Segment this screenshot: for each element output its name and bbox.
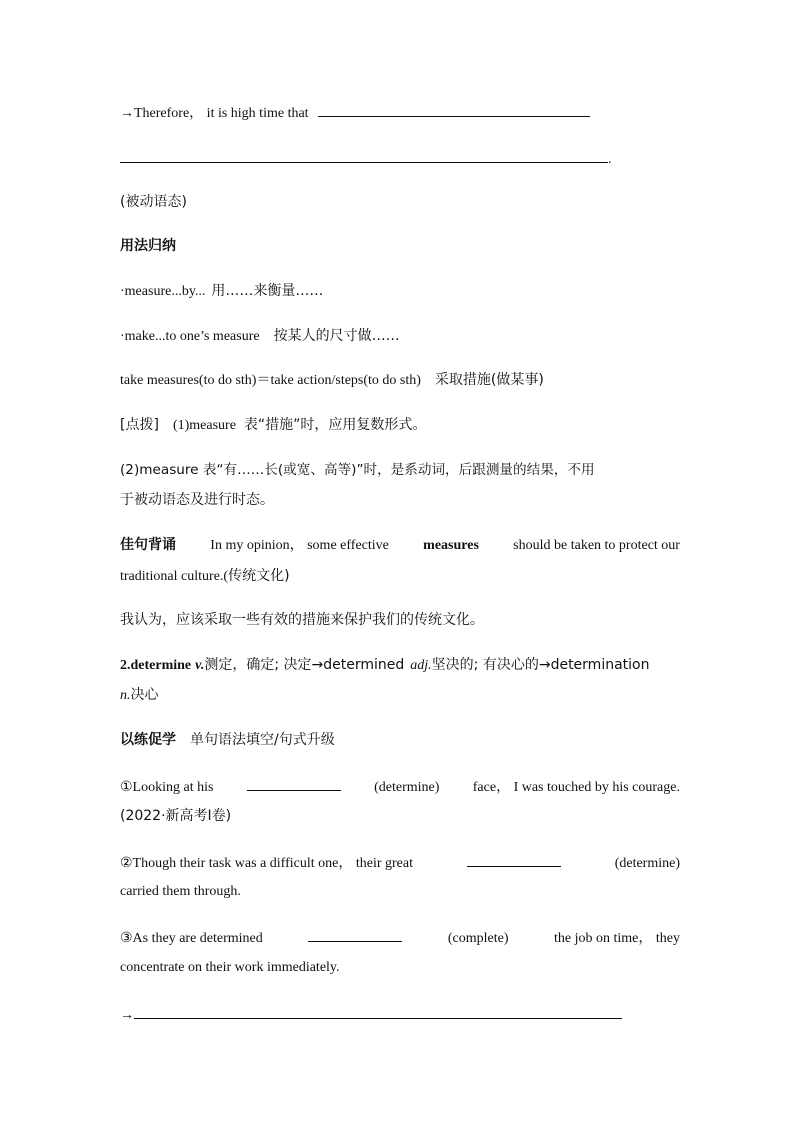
answer-blank[interactable] — [247, 776, 341, 791]
bullet-mark: · — [120, 329, 125, 344]
model-sentence — [120, 535, 680, 556]
part-of-speech: adj. — [410, 658, 432, 673]
usage-item — [120, 326, 680, 347]
vocab-entry-cont — [120, 685, 680, 706]
definition: 决心 — [130, 687, 159, 703]
model-sentence-translation: 我认为，应该采取一些有效的措施来保护我们的传统文化。 — [120, 612, 484, 628]
definition: 测定，确定; 决定→determined — [204, 657, 405, 673]
sentence-topic: 传统文化) — [228, 568, 290, 584]
question-text: the job on time， they — [554, 931, 680, 946]
passive-voice-note: (被动语态) — [120, 194, 187, 210]
usage-item — [120, 370, 680, 391]
entry-number: 2. — [120, 658, 131, 673]
question-text: ①Looking at his — [120, 780, 214, 795]
question-2-cont: carried them through. — [120, 884, 241, 899]
tip-line — [120, 415, 680, 436]
question-3-cont: concentrate on their work immediately. — [120, 960, 340, 975]
question-hint: (determine) — [614, 856, 680, 871]
part-of-speech: v. — [195, 658, 205, 673]
usage-meaning: 按某人的尺寸做…… — [273, 328, 400, 344]
usage-meaning: 采取措施(做某事) — [434, 372, 544, 388]
tip-line-2-cont: 于被动语态及进行时态。 — [120, 492, 274, 508]
rewrite-line-final — [120, 1004, 680, 1026]
usage-phrase: take measures(to do sth)＝take action/steps(to do sth) — [120, 373, 421, 388]
rewrite-line-therefore — [120, 102, 680, 124]
question-3 — [120, 927, 680, 949]
tip-text: 表“措施”时，应用复数形式。 — [243, 417, 427, 433]
usage-meaning: 用……来衡量…… — [211, 283, 324, 299]
model-sentence-cont — [120, 566, 680, 587]
rewrite-line-continuation — [120, 148, 680, 170]
answer-blank[interactable] — [308, 927, 402, 942]
sentence-start: Therefore， it is high time that — [134, 106, 309, 121]
arrow-icon: → — [120, 106, 134, 121]
question-1-source: (2022·新高考Ⅰ卷) — [120, 808, 232, 824]
answer-blank[interactable] — [467, 852, 561, 867]
section-label-model-sentence: 佳句背诵 — [120, 537, 176, 553]
bullet-mark: · — [120, 284, 125, 299]
vocab-entry-determine — [120, 655, 680, 676]
tip-line-2: (2)measure 表“有……长(或宽、高等)”时，是系动词，后跟测量的结果，不用 — [120, 462, 595, 478]
keyword-measures: measures — [423, 538, 479, 553]
question-1 — [120, 776, 680, 798]
answer-blank[interactable] — [120, 148, 608, 163]
answer-blank[interactable] — [318, 102, 590, 117]
definition: 坚决的; 有决心的→determination — [431, 657, 650, 673]
headword: determine — [130, 658, 192, 673]
question-hint: (determine) — [374, 780, 440, 795]
section-label-practice: 以练促学 — [120, 732, 176, 748]
question-hint: (complete) — [447, 931, 509, 946]
part-of-speech: n. — [120, 688, 131, 703]
question-2 — [120, 852, 680, 874]
question-text: ③As they are determined — [120, 931, 263, 946]
question-text: ②Though their task was a difficult one， their great — [120, 856, 413, 871]
tip-number: (1)measure — [172, 418, 236, 433]
sentence-part: traditional culture.( — [120, 569, 229, 584]
period: . — [608, 152, 612, 167]
usage-phrase: make...to one’s measure — [124, 329, 260, 344]
sentence-part: In my opinion， some effective — [210, 538, 389, 553]
tip-tag: [点拨] — [120, 417, 159, 433]
answer-blank[interactable] — [134, 1004, 622, 1019]
section-heading-usage: 用法归纳 — [120, 238, 176, 254]
practice-heading — [120, 730, 680, 750]
practice-instructions: 单句语法填空/句式升级 — [190, 732, 335, 748]
arrow-icon: → — [120, 1008, 134, 1023]
question-text: face， I was touched by his courage. — [472, 780, 680, 795]
sentence-part: should be taken to protect our — [513, 538, 680, 553]
usage-phrase: measure...by... — [124, 284, 206, 299]
usage-item — [120, 281, 680, 302]
